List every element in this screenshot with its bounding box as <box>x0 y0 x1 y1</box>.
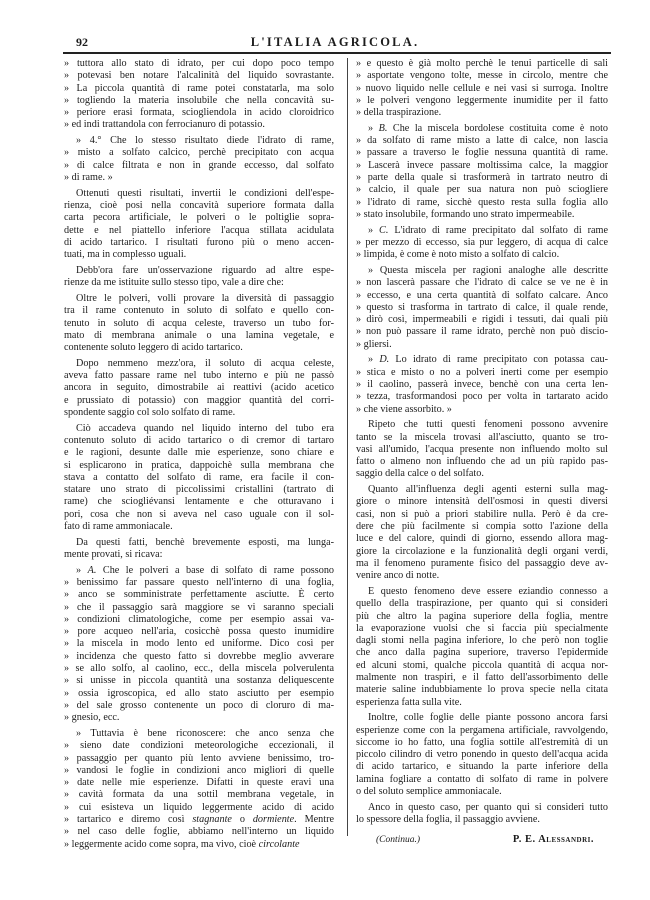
right-column <box>356 58 608 847</box>
text-line: e le ragioni, desunte dalle mie esperienze, sono chiare e <box>64 447 334 459</box>
text-line: venire anco di notte. <box>356 570 440 582</box>
text-line: vasi all'umido, l'acqua presente non influendo molto sul <box>356 443 608 455</box>
text-line: » 4.° Che lo stesso risultato diede l'idrato di rame, <box>76 135 334 147</box>
text-line: lamina fogliare a contatto di solfato di rame in polvere <box>356 773 608 785</box>
text-line: di acido tartarico. I risultati furono più o meno accen- <box>64 236 334 248</box>
text-line: » Questa miscela per ragioni analoghe alle descritte <box>368 264 608 276</box>
text-line: siccome io ho fatto, una foglia sottile all'estremità di un <box>356 736 608 748</box>
paragraph <box>64 135 334 184</box>
text-line: fato di rame ammoniacale. <box>64 521 173 533</box>
text-line: » benissimo far passare questo nell'interno di una foglia, <box>64 577 334 588</box>
text-segment: Lo idrato di rame precipitato con potassa cau- <box>389 354 609 366</box>
text-line: » dirò così, impermeabili e rigidi i tessuti, dai quali più <box>356 314 608 326</box>
text-line: aveva fatto passare rame nel tubo interno e più ne passò <box>64 370 334 382</box>
text-line <box>64 814 334 826</box>
text-line: mente provati, si ricava: <box>64 549 163 561</box>
text-line: stava a contatto del solfato di rame, era facile il con- <box>64 471 334 483</box>
text-line: » da solfato di rame misto a latte di calce, non lascia <box>356 135 608 147</box>
text-segment: » leggermente acido come sopra, ma vivo, cioè <box>64 838 259 850</box>
text-line: » ossia igroscopica, ed allo stato asciutto per esempio <box>64 687 334 699</box>
text-line <box>356 123 608 135</box>
italic-text: D. <box>379 354 390 366</box>
running-head: L'ITALIA AGRICOLA. <box>250 35 420 49</box>
text-line: esperienza fatta sulla vite. <box>356 696 462 708</box>
paragraph <box>64 293 334 354</box>
text-line: Inoltre, colle foglie delle piante possono ancora farsi <box>368 712 608 724</box>
text-line: » la miscela in modo lento ed uniforme. Dico così per <box>64 638 334 650</box>
text-line: » potevasi ben notare l'alcalinità del liquido sovrastante. <box>64 70 334 82</box>
text-line: giore o minore intensità dell'osmosi in questi diversi <box>356 496 608 508</box>
header-rule <box>63 52 611 54</box>
text-line: Oltre le polveri, volli provare la diversità di passaggio <box>76 292 334 304</box>
text-line: » calcio, il quale per sua natura non può sciogliere <box>356 184 608 196</box>
text-line: dette e nel piattello inferiore l'acqua stillata acidulata <box>64 224 334 236</box>
italic-text: B. <box>378 122 388 134</box>
text-line: Quanto all'influenza degli agenti esterni sulla mag- <box>368 484 608 496</box>
text-line: Dopo nemmeno mezz'ora, il soluto di acqua celeste, <box>76 357 334 369</box>
italic-text: circolante <box>258 838 300 850</box>
text-line: statare uno strato di piccolissimi cristallini (tartrato di <box>64 484 334 496</box>
paragraph <box>356 354 608 415</box>
text-line: contenente soluto leggero di acido tartarico. <box>64 342 243 354</box>
text-line: » e questo è già molto perchè le tenui particelle di sali <box>356 58 608 69</box>
text-line: esperienze come con la pergamena artificiale, ravvolgendo, <box>356 724 608 736</box>
text-line: e prussiato di potassio) con maggior quantità del corri- <box>64 394 334 406</box>
text-line: » asportate vengono tolte, messe in circolo, mentre che <box>356 70 608 82</box>
text-line: » incidenza che questo fatto si dovrebbe meglio avverare <box>64 650 334 662</box>
text-line: » l'idrato di rame, sicchè questo resta sulla foglia allo <box>356 196 608 208</box>
text-line: » se allo solfo, al caolino, ecc., della miscela polverulenta <box>64 663 334 675</box>
text-line: materie saline indubbiamente lo prova specie nella citata <box>356 684 608 696</box>
column-divider <box>347 58 348 836</box>
text-line: ancora in seguito, dimostrabile ai reattivi (acido acetico <box>64 382 334 394</box>
text-line: » passare a traverso le foglie nessuna quantità di rame. <box>356 147 608 159</box>
text-line: E questo fenomeno deve essere eziandio connesso a <box>368 585 608 597</box>
text-line: più che altro la pagina superiore della foglia, mentre <box>356 610 608 622</box>
text-line: » passaggio per quanto più lento avviene benissimo, tro- <box>64 752 334 764</box>
text-segment: » tartarico e diremo così <box>64 814 193 826</box>
text-line: dere che più facilmente si compia sotto l'azione della <box>356 521 608 533</box>
text-line: » limpida, è come è noto misto a solfato di calcio. <box>356 249 560 261</box>
text-line: ma il fenomeno puramente fisico del passaggio deve av- <box>356 557 608 569</box>
text-segment: » <box>368 224 380 236</box>
signature-line <box>356 834 608 846</box>
author-name: P. E. Alessandri. <box>512 834 594 846</box>
text-line: » non lascerà passare che l'idrato di calce se ve ne è in <box>356 277 608 289</box>
paragraph <box>356 419 608 480</box>
text-line: » tuttora allo stato di idrato, per cui dopo poco tempo <box>64 58 334 69</box>
text-line: malmente non traspiri, e il fatto dell'assorbimento delle <box>356 671 608 683</box>
text-segment: » <box>368 354 380 366</box>
text-line: » stato insolubile, formando uno strato impermeabile. <box>356 208 575 220</box>
text-line: » gliersi. <box>356 338 392 350</box>
text-line: » parte della quale si trasformerà in tartrato neutro di <box>356 172 608 184</box>
text-line: » vandosi le foglie in condizioni anco migliori di quelle <box>64 764 334 776</box>
italic-text: A. <box>87 564 97 576</box>
text-line: ed alcuni stomi, qualche piccola quantità di acqua nor- <box>356 659 608 671</box>
text-line: la evaporazione vuolsi che si faccia più specialmente <box>356 622 608 634</box>
text-line: » nuovo liquido nelle cellule e nei vasi si surroga. Inoltre <box>356 82 608 94</box>
text-line: » eccesso, e una certa quantità di solfato calcare. Anco <box>356 289 608 301</box>
text-line: » non può passare il rame idrato, perchè non può disciо- <box>356 326 608 338</box>
paragraph <box>64 423 334 534</box>
text-line: Debb'ora fare un'osservazione riguardo ad altre espe- <box>76 264 334 276</box>
text-line: » di rame. » <box>64 172 113 184</box>
text-line: tuati, ma in complesso uguali. <box>64 249 187 261</box>
text-line: » date nelle mie esperienze. Difatti in queste eravi una <box>64 777 334 789</box>
text-line <box>356 225 608 237</box>
text-line: che anco dalla pagina superiore, traverso l'epidermide <box>356 647 608 659</box>
text-line: » pore acqueo nell'aria, cosicchè possa questo inumidire <box>64 626 334 638</box>
text-line: Anco in questo caso, per quanto qui si consideri tutto <box>368 801 608 813</box>
text-line: » di calce filtrata e non in grande eccesso, dal solfato <box>64 159 334 171</box>
text-line: » Lascerà invece passare moltissima calce, la maggior <box>356 159 608 171</box>
italic-text: C. <box>379 224 389 236</box>
text-line: piccolo cilindro di vetro ponendo in questo dell'acqua acida <box>356 749 608 761</box>
text-line: » stica e misto o no a polveri inerti come per esempio <box>356 366 608 378</box>
text-line: saggio della calce o del solfato. <box>356 468 484 480</box>
text-segment: Che la miscela bordolese costituita come è noto <box>387 122 608 134</box>
text-line: » gnesio, ecc. <box>64 712 120 724</box>
left-column <box>64 58 334 851</box>
paragraph <box>64 728 334 851</box>
paragraph <box>64 565 334 725</box>
text-line: luce e del calore, quindi di giorno, essendo allora mag- <box>356 533 608 545</box>
text-line: tanto se la miscela trovasi all'asciutto, quanto se tro- <box>356 431 608 443</box>
italic-text: stagnante <box>192 814 232 826</box>
text-line: lo spessore della foglia, il passaggio avviene. <box>356 814 540 826</box>
paragraph <box>356 712 608 798</box>
text-line: » La piccola quantità di rame potei constatarla, ma solo <box>64 82 334 94</box>
text-segment: Che le polveri a base di solfato di rame possono <box>96 564 335 576</box>
paragraph <box>64 58 334 132</box>
text-line: o del soluto semplice ammoniacale. <box>356 786 502 798</box>
text-line: di acido tartarico, e situando la parte inferiore della <box>356 761 608 773</box>
text-line: » che il passaggio sarà maggiore se vi saranno speciali <box>64 601 334 613</box>
paragraph <box>356 484 608 582</box>
text-line: fatto o almeno non influendo che ad un più rapido pas- <box>356 456 608 468</box>
text-line: » il caolino, passerà invece, benchè con una certa len- <box>356 378 608 390</box>
paragraph <box>64 188 334 262</box>
italic-text: dormiente <box>252 814 295 826</box>
text-line <box>64 839 334 851</box>
text-line: » della traspirazione. <box>356 107 442 119</box>
page-number: 92 <box>76 35 88 49</box>
text-line: dagli stomi nella pagina inferiore, lo che però non toglie <box>356 635 608 647</box>
paragraph <box>356 58 608 119</box>
paragraph <box>64 265 334 290</box>
text-line: » tezza, trasformandosi poco per volta in tartarato acido <box>356 391 608 403</box>
text-line: rame) che sciogliévansi lentamente e che otturavano i <box>64 496 334 508</box>
text-line: giore la circolazione e la funzionalità degli organi verdi, <box>356 545 608 557</box>
text-line: » misto a solfato calcico, perchè precipitato con acqua <box>64 147 334 159</box>
text-segment: o <box>231 814 253 826</box>
text-line: » periore erasi formata, sciogliendola in acido cloroidrico <box>64 107 334 119</box>
text-line: Ottenuti questi risultati, invertii le condizioni dell'espe- <box>76 187 334 199</box>
paragraph <box>356 586 608 709</box>
paragraph <box>356 225 608 262</box>
paragraph <box>356 123 608 221</box>
text-line: » anco se somministrate perfettamente asciutte. È certo <box>64 589 334 601</box>
text-line: contenuto soluto di acido tartarico o di cremor di tartaro <box>64 434 334 446</box>
text-line: » nel caso delle foglie, abbiamo nell'interno un liquido <box>64 826 334 838</box>
text-line: tenuto in soluto di acqua celeste, traverso un tubo for- <box>64 317 334 329</box>
text-line: mato di membrana animale o una lamina vegetale, e <box>64 329 334 341</box>
text-line: » togliendo la materia insolubile che nella concavità su- <box>64 94 334 106</box>
text-line: » cui esisteva un liquido leggermente acido di acido <box>64 801 334 813</box>
text-line: » ed indi trattandola con ferrocianuro di potassio. <box>64 119 265 131</box>
text-line: si esplicarono in pratica, dappoichè sulla membrana che <box>64 459 334 471</box>
text-segment: » <box>368 122 379 134</box>
paragraph <box>64 358 334 419</box>
text-line: carta pecora artificiale, le polveri o le poltiglie sopra- <box>64 212 334 224</box>
text-line: spondente saggio col solo solfato di rame. <box>64 406 236 418</box>
text-line: Da questi fatti, benchè brevemente esposti, ma lunga- <box>76 536 334 548</box>
text-line: » del sale grosso contenente un poco di cloruro di ma- <box>64 699 334 711</box>
text-line <box>64 565 334 577</box>
text-segment: » <box>76 564 88 576</box>
paragraph <box>356 802 608 827</box>
text-line: tra il rame contenuto in soluto di solfato e quello con- <box>64 305 334 317</box>
text-segment: L'idrato di rame precipitato dal solfato di rame <box>388 224 608 236</box>
text-line: rienze da me istituite sullo stesso tipo, vale a dire che: <box>64 277 284 289</box>
text-line: » si unisse in piccola quantità una sostanza deliquescente <box>64 675 334 687</box>
text-line: » sieno date condizioni meteorologiche eccezionali, il <box>64 740 334 752</box>
text-line: Ripeto che tutti questi fenomeni possono avvenire <box>368 419 608 431</box>
text-line: rienza, cioè posi nella concavità superiore formata dalla <box>64 200 334 212</box>
text-line: pori, cosa che non si aveva nel caso uguale con il sol- <box>64 508 334 520</box>
continued-note: (Continua.) <box>376 835 421 846</box>
text-line: » condizioni climatologiche, come per esempio assai va- <box>64 613 334 625</box>
text-line: » cavità formata da una sottil membrana vegetale, in <box>64 789 334 801</box>
text-line: » Tuttavia è bene riconoscere: che anco senza che <box>76 727 334 739</box>
paragraph <box>64 537 334 562</box>
text-line: » che viene assorbito. » <box>356 403 452 415</box>
text-line: casi, non si può a priori stabilire nulla. Però è da cre- <box>356 508 608 520</box>
text-line <box>356 354 608 366</box>
text-line: Ciò accadeva quando nel liquido interno del tubo era <box>76 422 334 434</box>
text-line: » le polveri vengono leggermente inumidite per il fatto <box>356 94 608 106</box>
text-line: » per mezzo di eccesso, sia pur leggero, di acqua di calce <box>356 236 608 248</box>
text-line: » questo si trasforma in tartrato di calce, il quale rende, <box>356 301 608 313</box>
paragraph <box>356 265 608 351</box>
text-segment: . Mentre <box>294 814 335 826</box>
text-line: quello della traspirazione, per quanto qui si consideri <box>356 598 608 610</box>
